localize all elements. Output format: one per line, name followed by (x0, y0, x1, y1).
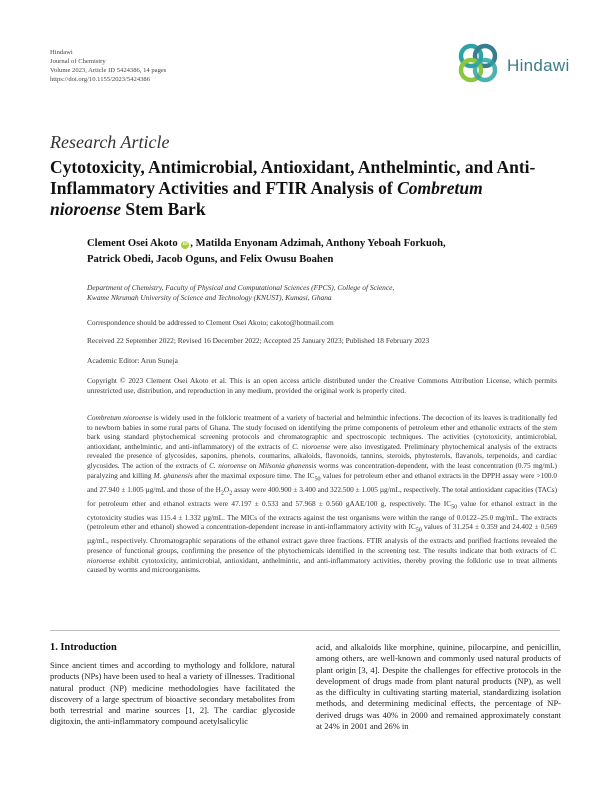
author-list (87, 236, 547, 268)
academic-editor: Academic Editor: Arun Suneja (87, 356, 178, 365)
orcid-icon[interactable]: iD (182, 242, 188, 247)
title-species-epithet: nioroense (50, 199, 121, 219)
body-column-left: Since ancient times and according to mythology and folklore, natural products (NPs) have been used to heal a variety of illnesses. Traditional natural product (NP) medicine methodologies have facilitated the discovery of a large spectrum of bioactive secondary metabolites from both terrestrial and marine sources [1, 2]. The cardiac glycoside digitoxin, the anti-inflammatory compound acetylsalicylic (50, 660, 295, 727)
volume-line: Volume 2023, Article ID 5424386, 14 pages (50, 67, 167, 74)
abstract-species-short: C. nioroense (87, 545, 557, 565)
subscript-50: 50 (451, 504, 458, 511)
doi-link[interactable]: https://doi.org/10.1155/2023/5424386 (50, 76, 151, 83)
correspondence: Correspondence should be addressed to Clement Osei Akoto; cakoto@hotmail.com (87, 318, 334, 327)
article-type: Research Article (50, 132, 170, 152)
hindawi-logo-mark-icon (455, 42, 505, 84)
subscript-50: 50 (314, 476, 321, 483)
publication-dates: Received 22 September 2022; Revised 16 December 2022; Accepted 25 January 2023; Published 18 February 2023 (87, 336, 430, 345)
abstract-text-1: is widely used in the folkloric treatment of a variety of bacterial and helminthic infections. The decoction of its leaves is traditionally fed to newborn babies in some rural parts of Ghana. The study focused on identifying the prime components of petroleum ether and ethanolic extracts of the stem bark using standard phytochemical screening protocols and chromatographic and spectroscopic techniques. The activities (cytotoxicity, antimicrobial, antioxidant, anthelmintic, and anti-inflammatory) of the extracts of (87, 413, 557, 451)
abstract-text-on: on (246, 460, 259, 470)
abstract-text-8: values of 31.254 ± 0.359 and 24.402 ± 0.569 µg/mL, respectively. Chromatographic separations of the ethanol extract gave three fractions. FTIR analysis of the extracts and purified fractions revealed the presence of functional groups, confirming the presence of the phytochemicals identified in the screening test. The results indicate that both extracts of (87, 522, 558, 555)
abstract-species-short: C. nioroense (292, 441, 331, 451)
abstract-text-2: were also investigated. Preliminary phytochemical analysis of the extracts revealed the presence of glycosides, saponins, phenols, coumarins, alkaloids, flavonoids, tannins, steroids, phytosterols, flavanols, terpenoids, and cardiac glycosides. The action of the extracts of (87, 441, 557, 470)
author-first: Clement Osei Akoto (87, 238, 178, 249)
abstract (87, 413, 557, 575)
abstract-text-9: exhibit cytotoxicity, antimicrobial, antioxidant, anthelmintic, and anti-inflammatory activities, thereby proving the folkloric use to treat ailments caused by worms and microorganisms. (87, 555, 557, 575)
subscript-2: 2 (229, 490, 233, 497)
copyright-notice: Copyright © 2023 Clement Osei Akoto et al. This is an open access article distributed under the Creative Commons Attribution License, which permits unrestricted use, distribution, and reproduction in any medium, provided the original work is properly cited. (87, 376, 557, 395)
title-line-2: Inflammatory Activities and FTIR Analysis of (50, 178, 398, 198)
title-species-genus: Combretum (397, 178, 483, 198)
subscript-2: 2 (220, 490, 224, 497)
affiliation (87, 283, 557, 303)
abstract-text-4: after the maximal exposure time. The IC (192, 470, 315, 480)
abstract-species-short: C. nioroense (209, 460, 247, 470)
abstract-text-5: values for petroleum ether and ethanol extracts in the DPPH assay were >100.0 and 27.940 ± 1.005 µg/mL and those of the H (87, 470, 557, 494)
section-heading-introduction: 1. Introduction (50, 642, 117, 653)
abstract-worm-species-short: M. ghanensis (153, 470, 193, 480)
author-list-line-2: Patrick Obedi, Jacob Oguns, and Felix Owusu Boahen (87, 254, 334, 265)
abstract-text-o: O (223, 484, 230, 494)
publisher-name: Hindawi (50, 49, 73, 56)
abstract-text-7: value for ethanol extract in the cytotoxicity studies was 115.4 ± 1.332 µg/mL. The MICs of the extracts against the test organisms were within the range of 0.0122–25.0 mg/mL. The extracts (petroleum ether and ethanol) showed a concentration-dependent increase in anti-inflammatory activity with IC (87, 498, 558, 532)
title-suffix: Stem Bark (120, 199, 206, 219)
subscript-50: 50 (415, 527, 422, 534)
abstract-species: Combretum nioroense (87, 413, 152, 422)
section-divider (50, 630, 560, 631)
abstract-text-6: assay were 400.900 ± 3.400 and 322.500 ± 1.005 µg/mL, respectively. The total antioxidant capacities (TACs) for petroleum ether and ethanol extracts were 47.197 ± 0.533 and 57.968 ± 0.560 gAAE/100 g, respectively. The IC (87, 484, 558, 508)
hindawi-logo-text: Hindawi (507, 56, 570, 75)
body-column-right: acid, and alkaloids like morphine, quinine, pilocarpine, and penicillin, among others, are well-known and commonly used natural products of plant origin [3, 4]. Despite the challenges for effective protocols in the development of drugs made from plant natural products (NP), as well as the difficulty in cultivating starting material, standardizing isolation methods, and determining medicinal effects, the percentage of NP-derived drugs was 40% in 2000 and remained approximately constant at 24% in 2001 and 26% in (316, 642, 561, 732)
abstract-text-3: worms was concentration-dependent, with the least concentration (0.75 mg/mL) paralyzing and killing (87, 460, 557, 480)
hindawi-logo (455, 42, 570, 84)
affiliation-line-1: Department of Chemistry, Faculty of Physical and Computational Sciences (FPCS), College of Science, (87, 283, 395, 292)
journal-name: Journal of Chemistry (50, 58, 106, 65)
journal-header (50, 48, 166, 84)
author-list-line-1: , Matilda Enyonam Adzimah, Anthony Yeboah Forkuoh, (190, 238, 446, 249)
abstract-worm-species: Milsonia ghanensis (258, 460, 317, 470)
affiliation-line-2: Kwame Nkrumah University of Science and Technology (KNUST), Kumasi, Ghana (87, 293, 332, 302)
article-title (50, 157, 575, 220)
title-line-1: Cytotoxicity, Antimicrobial, Antioxidant, Anthelmintic, and Anti- (50, 157, 536, 177)
